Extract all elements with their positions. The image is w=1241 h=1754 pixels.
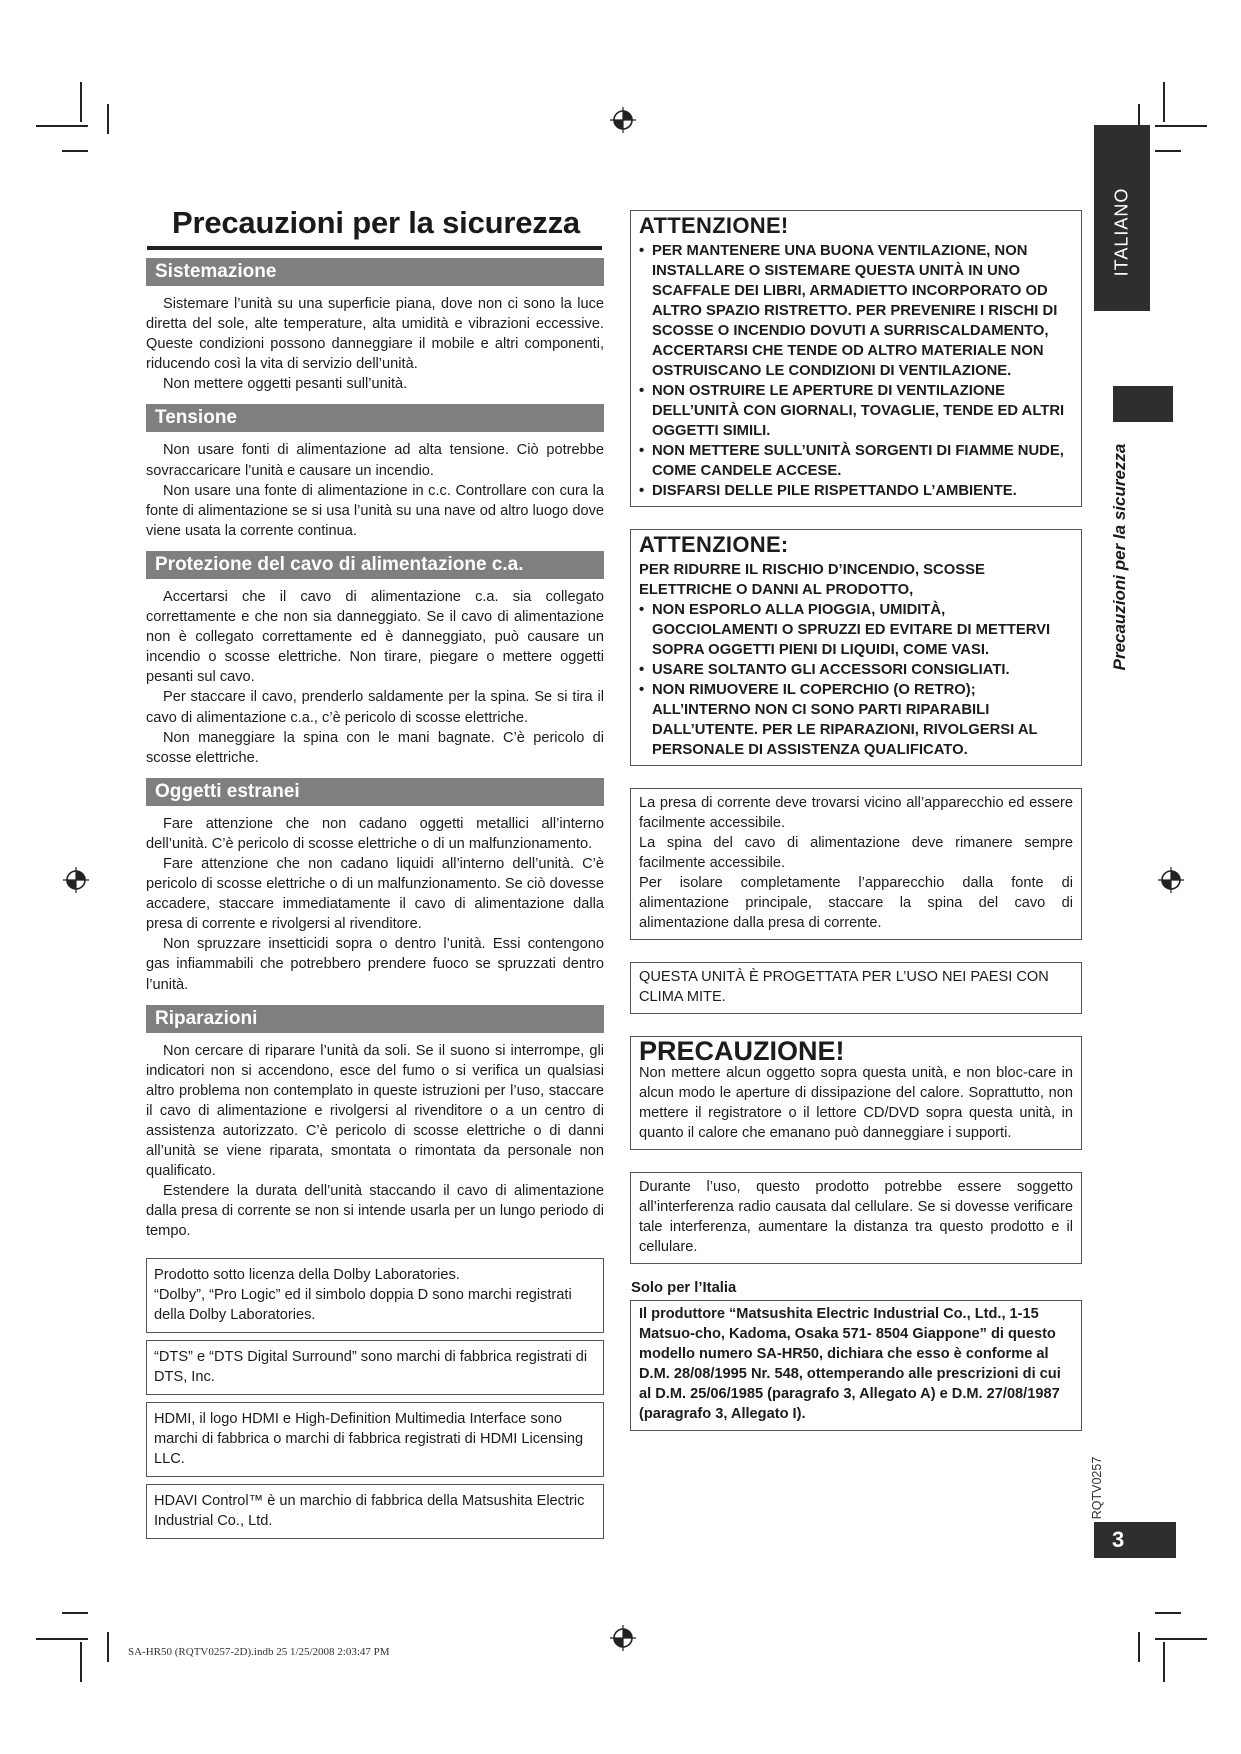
section-side-marker [1113,386,1173,422]
paragraph: Non maneggiare la spina con le mani bagnate. C’è pericolo di scosse elettriche. [146,729,604,766]
registration-target-icon [63,867,89,893]
paragraph: Sistemare l’unità su una superficie piana, dove non ci sono la luce diretta del sole, alte temperature, alta umidità e vibrazioni eccessive. Queste condizioni possono danneggiare il mobile e altri componenti, riducendo così la vita di servizio dell’unità. [146,296,604,373]
italy-declaration-text: Il produttore “Matsushita Electric Industrial Co., Ltd., 1-15 Matsuo-cho, Kadoma, Osaka 571- 8504 Giappone” di questo modello numero SA-HR50, dichiara che esso è conforme al D.M. 28/08/1995 Nr. 548, ottemperando alle prescrizioni di cui al D.M. 25/06/1985 (paragrafo 3, Allegato A) e D.M. 27/08/1987 (paragrafo 3, Allegato I). [639,1306,1061,1422]
paragraph: Non cercare di riparare l’unità da soli. Se il suono si interrompe, gli indicatori non si accendono, esce del fumo o si verifica un qualsiasi altro problema non contemplato in queste istruzioni per l’uso, staccare il cavo di alimentazione e rivolgersi al rivenditore o a un centro di assistenza autorizzato. C’è pericolo di scosse elettriche o di danni all’unità se viene riparata, smontata o rimontata da personale non qualificato. [146,1042,604,1180]
precaution-title: PRECAUZIONE! [639,1036,845,1066]
info-line: Durante l’uso, questo prodotto potrebbe essere soggetto all’interferenza radio causata dal cellulare. Se si dovesse verificare tale interferenza, aumentare la distanza tra questo prodotto e il cellulare. [639,1179,1073,1255]
page-number: 3 [1094,1522,1176,1558]
warning-list [639,600,1073,760]
registration-target-icon [1158,867,1184,893]
side-section-title: Precauzioni per la sicurezza [1110,443,1129,671]
italy-label: Solo per l’Italia [631,1280,737,1296]
registration-target-icon [610,107,636,133]
note-line: Prodotto sotto licenza della Dolby Laboratories. [154,1266,460,1283]
document-code: RQTV0257 [1090,1456,1104,1520]
precaution-box [630,1036,1082,1150]
section-heading-oggetti-estranei: Oggetti estranei [146,778,604,806]
italy-declaration-box [630,1300,1082,1431]
registration-target-icon [610,1625,636,1651]
dts-trademark-box [146,1340,604,1395]
left-column [146,258,604,1546]
info-line: La presa di corrente deve trovarsi vicino all’apparecchio ed essere facilmente accessibile. [639,795,1073,831]
note-line: HDMI, il logo HDMI e High-Definition Multimedia Interface sono marchi di fabbrica o marchi di fabbrica registrati di HDMI Licensing LLC. [154,1410,584,1467]
paragraph: Fare attenzione che non cadano liquidi all’interno dell’unità. C’è pericolo di scosse elettriche o di un malfunzionamento. Se ciò dovesse accadere, staccare immediatamente il cavo di alimentazione dalla presa di corrente e rivolgersi al rivenditore. [146,855,604,933]
note-line: “Dolby”, “Pro Logic” ed il simbolo doppia D sono marchi registrati della Dolby Laboratories. [154,1286,572,1323]
hdavi-trademark-box [146,1484,604,1539]
warning-item: • USARE SOLTANTO GLI ACCESSORI CONSIGLIATI. [639,660,1073,680]
language-label: ITALIANO [1111,187,1132,277]
warning-intro: PER RIDURRE IL RISCHIO D’INCENDIO, SCOSSE ELETTRICHE O DANNI AL PRODOTTO, [639,562,985,598]
note-line: “DTS” e “DTS Digital Surround” sono marchi di fabbrica registrati di DTS, Inc. [154,1348,588,1385]
note-line: HDAVI Control™ è un marchio di fabbrica della Matsushita Electric Industrial Co., Ltd. [154,1492,585,1529]
warning-box-attenzione-2 [630,529,1082,766]
section-heading-sistemazione: Sistemazione [146,258,604,286]
section-body-riparazioni [146,1041,604,1242]
warning-box-attenzione-1 [630,210,1082,507]
warning-item: • NON METTERE SULL’UNITÀ SORGENTI DI FIAMME NUDE, COME CANDELE ACCESE. [639,441,1073,481]
warning-title: ATTENZIONE! [639,213,789,238]
precaution-text: Non mettere alcun oggetto sopra questa unità, e non bloc-care in alcun modo le aperture di dissipazione del calore. Soprattutto, non mettere il registratore o il lettore CD/DVD sopra questa unità, in quanto il calore che emanano può danneggiare i supporti. [639,1065,1073,1141]
paragraph: Non mettere oggetti pesanti sull’unità. [163,376,408,393]
plug-access-box [630,788,1082,940]
section-heading-tensione: Tensione [146,404,604,432]
warning-item: • NON OSTRUIRE LE APERTURE DI VENTILAZIONE DELL’UNITÀ CON GIORNALI, TOVAGLIE, TENDE ED ALTRI OGGETTI SIMILI. [639,381,1073,441]
paragraph: Fare attenzione che non cadano oggetti metallici all’interno dell’unità. C’è pericolo di scosse elettriche o di un malfunzionamento. [146,815,604,852]
title-rule [147,246,602,250]
section-heading-protezione-cavo: Protezione del cavo di alimentazione c.a. [146,551,604,579]
warning-list [639,241,1073,501]
climate-box [630,962,1082,1014]
section-body-oggetti-estranei [146,814,604,995]
paragraph: Estendere la durata dell’unità staccando il cavo di alimentazione dalla presa di corrente se non si intende usarla per un lungo periodo di tempo. [146,1183,604,1240]
page-title: Precauzioni per la sicurezza [172,205,580,240]
warning-item: • NON RIMUOVERE IL COPERCHIO (O RETRO); ALL’INTERNO NON CI SONO PARTI RIPARABILI DALL’UTENTE. PER LE RIPARAZIONI, RIVOLGERSI AL PERSONALE DI ASSISTENZA QUALIFICATO. [639,680,1073,760]
interference-box [630,1172,1082,1264]
info-line: QUESTA UNITÀ È PROGETTATA PER L’USO NEI PAESI CON CLIMA MITE. [639,969,1049,1005]
paragraph: Per staccare il cavo, prenderlo saldamente per la spina. Se si tira il cavo di alimentazione c.a., c’è pericolo di scosse elettriche. [146,689,604,726]
section-heading-riparazioni: Riparazioni [146,1005,604,1033]
section-body-sistemazione [146,294,604,394]
dolby-trademark-box [146,1258,604,1333]
section-body-tensione [146,440,604,540]
warning-item: • NON ESPORLO ALLA PIOGGIA, UMIDITÀ, GOCCIOLAMENTI O SPRUZZI ED EVITARE DI METTERVI SOPRA OGGETTI PIENI DI LIQUIDI, COME VASI. [639,600,1073,660]
paragraph: Accertarsi che il cavo di alimentazione c.a. sia collegato correttamente e che non sia danneggiato. Se il cavo di alimentazione non è collegato correttamente ed è danneggiato, può causare un incendio o scosse elettriche. Non tirare, piegare o mettere oggetti pesanti sul cavo. [146,588,604,686]
paragraph: Non spruzzare insetticidi sopra o dentro l’unità. Essi contengono gas infiammabili che potrebbero prendere fuoco se spruzzati dentro l’unità. [146,936,604,993]
section-body-protezione-cavo [146,587,604,768]
paragraph: Non usare una fonte di alimentazione in c.c. Controllare con cura la fonte di alimentazione se si usa l’unità su una nave od altro luogo dove viene usata la corrente continua. [146,482,604,539]
warning-item: • DISFARSI DELLE PILE RISPETTANDO L’AMBIENTE. [639,481,1073,501]
footer-file-info: SA-HR50 (RQTV0257-2D).indb 25 1/25/2008 2:03:47 PM [128,1646,390,1658]
info-line: La spina del cavo di alimentazione deve rimanere sempre facilmente accessibile. [639,835,1073,871]
hdmi-trademark-box [146,1402,604,1477]
paragraph: Non usare fonti di alimentazione ad alta tensione. Ciò potrebbe sovraccaricare l’unità e causare un incendio. [146,442,604,479]
warning-title: ATTENZIONE: [639,532,789,557]
info-line: Per isolare completamente l’apparecchio dalla fonte di alimentazione principale, staccare la spina del cavo di alimentazione dalla presa di corrente. [639,875,1073,931]
right-column [630,210,1082,1431]
warning-item: • PER MANTENERE UNA BUONA VENTILAZIONE, NON INSTALLARE O SISTEMARE QUESTA UNITÀ IN UNO SCAFFALE DEI LIBRI, ARMADIETTO INCORPORATO OD ALTRO SPAZIO RISTRETTO. PER PREVENIRE I RISCHI DI SCOSSE O INCENDIO DOVUTI A SURRISCALDAMENTO, ACCERTARSI CHE TENDE OD ALTRO MATERIALE NON OSTRUISCANO LE CONDIZIONI DI VENTILAZIONE. [639,241,1073,381]
